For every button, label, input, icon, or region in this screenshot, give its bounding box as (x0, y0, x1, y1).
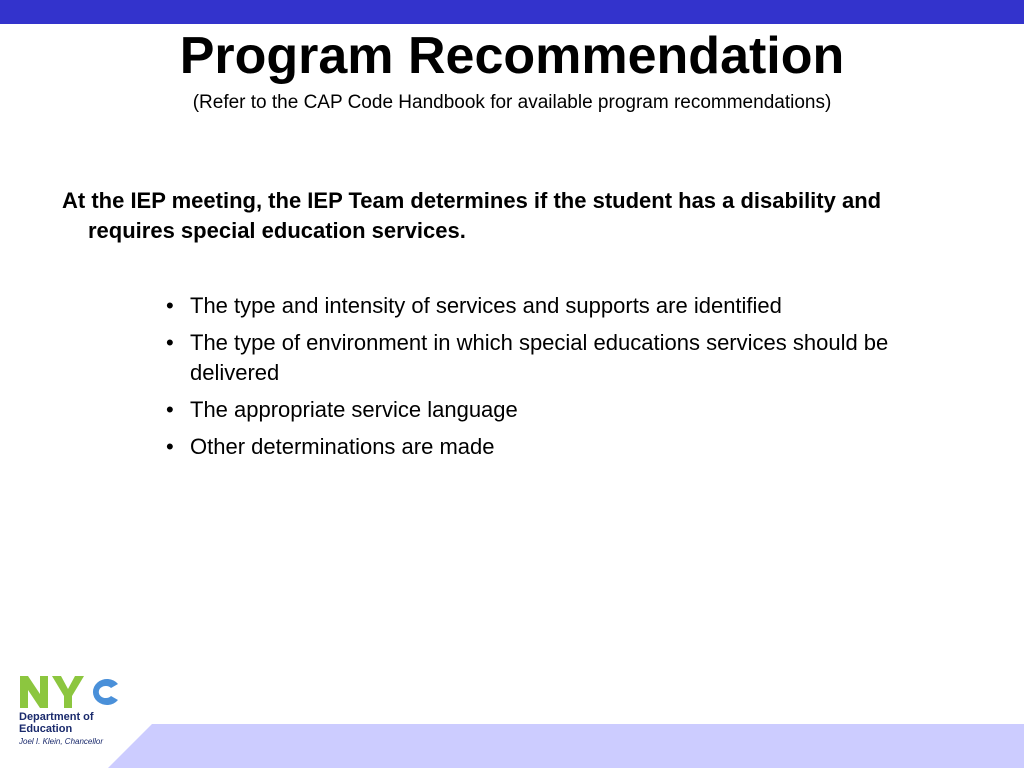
bullet-dot-icon: • (166, 330, 174, 355)
bullet-item (163, 328, 903, 388)
bullet-list (163, 291, 903, 469)
nyc-logo-icon (18, 674, 122, 710)
slide-title: Program Recommendation (179, 27, 845, 85)
nyc-doe-logo (18, 674, 128, 754)
lead-paragraph: At the IEP meeting, the IEP Team determines if the student has a disability and requires special education services. (62, 188, 882, 243)
top-accent-bar (0, 0, 1024, 24)
bullet-dot-icon: • (166, 434, 174, 459)
bullet-item (163, 291, 903, 321)
logo-department-line2: Education (19, 723, 73, 735)
bullet-text: The type and intensity of services and supports are identified (190, 293, 782, 318)
bullet-dot-icon: • (166, 397, 174, 422)
bullet-dot-icon: • (166, 293, 174, 318)
bullet-item (163, 432, 903, 462)
slide-subtitle: (Refer to the CAP Code Handbook for available program recommendations) (192, 92, 832, 113)
logo-chancellor-text: Joel I. Klein, Chancellor (19, 737, 104, 746)
logo-department-text (19, 711, 94, 735)
logo-department-line1: Department of (19, 711, 94, 723)
bullet-text: Other determinations are made (190, 434, 495, 459)
bullet-item (163, 395, 903, 425)
footer-band (0, 724, 1024, 768)
bullet-text: The type of environment in which special educations services should be delivered (190, 330, 889, 385)
bullet-text: The appropriate service language (190, 397, 518, 422)
